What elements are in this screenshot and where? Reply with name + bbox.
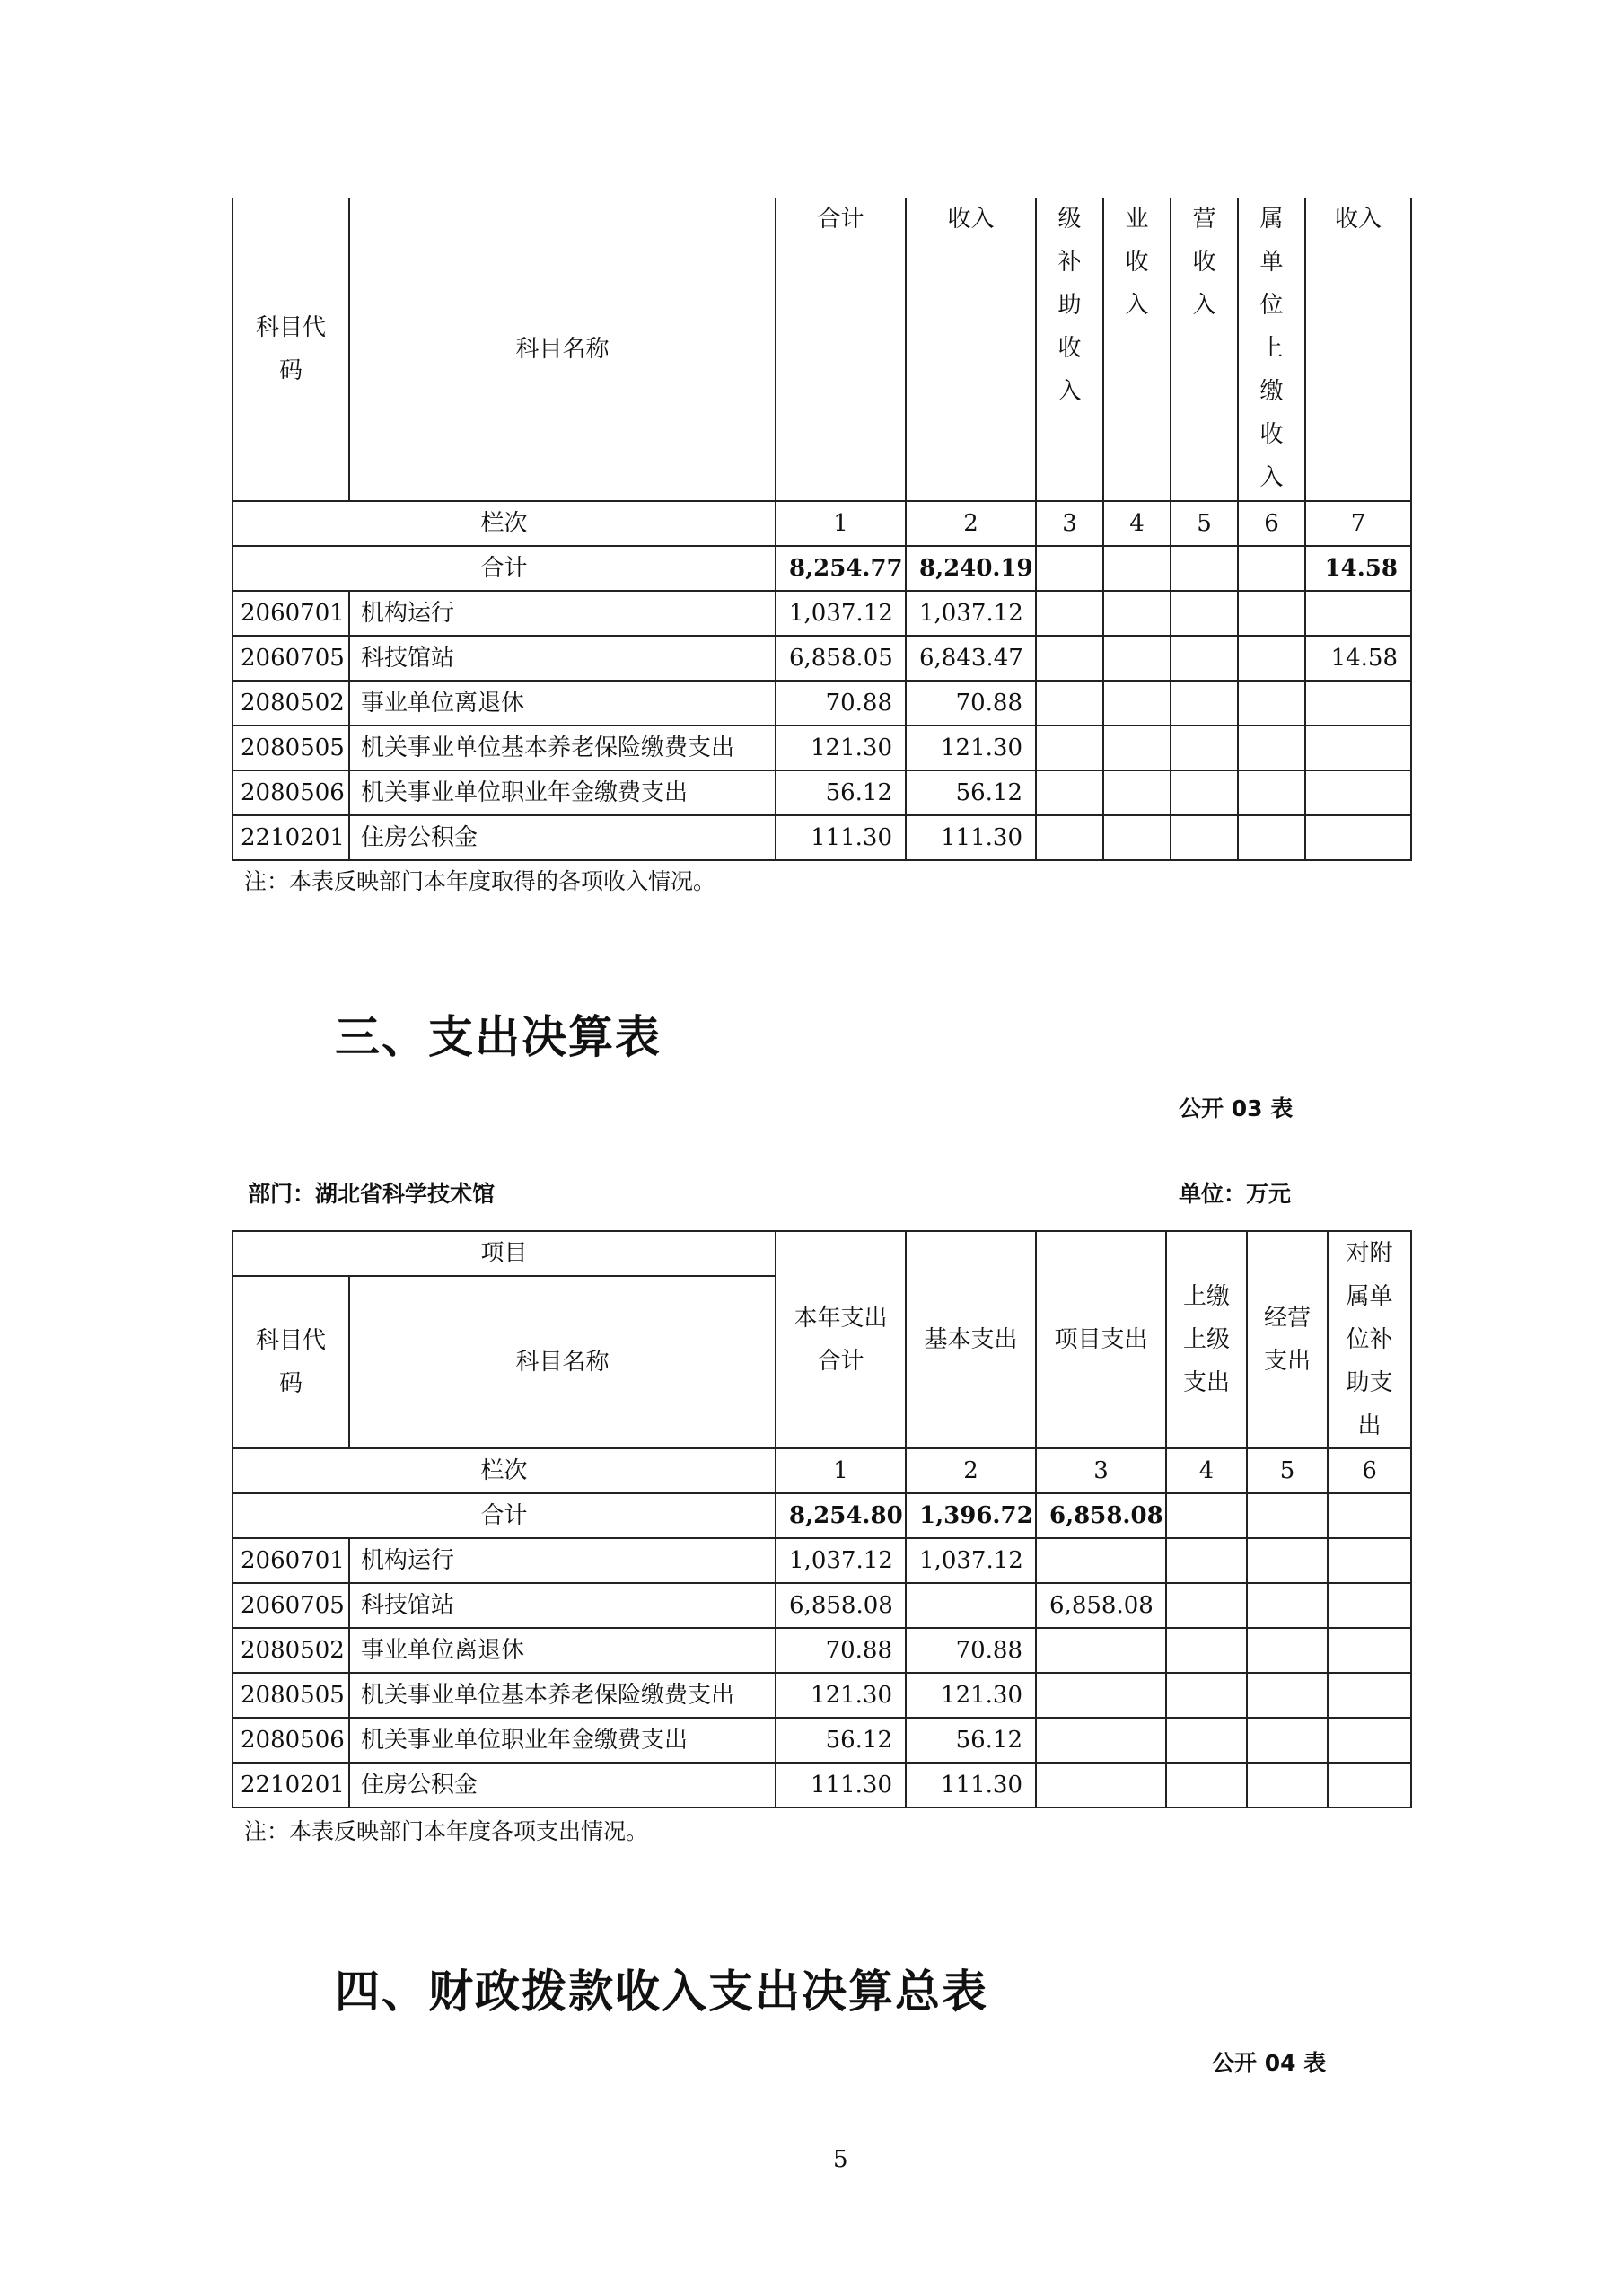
amount-cell (1247, 1718, 1328, 1763)
total-label: 合计 (232, 546, 776, 591)
amount-cell (1166, 1763, 1247, 1808)
total-cell: 6,858.08 (1036, 1493, 1166, 1538)
section4-heading: 四、财政拨款收入支出决算总表 (335, 1966, 988, 2018)
amount-cell: 6,858.08 (1036, 1583, 1166, 1628)
col2-header: 基本支出 (906, 1231, 1036, 1448)
amount-cell: 14.58 (1305, 636, 1411, 681)
amount-cell: 121.30 (906, 726, 1036, 770)
amount-cell (1328, 1718, 1411, 1763)
table-row (232, 1673, 1411, 1718)
col-index: 5 (1171, 501, 1238, 546)
page-number: 5 (833, 2146, 848, 2173)
total-cell: 8,240.19 (906, 546, 1036, 591)
amount-cell (1305, 591, 1411, 636)
amount-cell (1036, 1538, 1166, 1583)
section3-heading: 三、支出决算表 (335, 1011, 662, 1063)
subject-code: 2060701 (232, 591, 349, 636)
amount-cell (1103, 591, 1171, 636)
amount-cell (1166, 1583, 1247, 1628)
amount-cell (1036, 1718, 1166, 1763)
amount-cell: 6,858.05 (776, 636, 906, 681)
total-cell: 8,254.80 (776, 1493, 906, 1538)
form-number: 公开 04 表 (1212, 2050, 1327, 2076)
amount-cell (1238, 726, 1305, 770)
col-index: 1 (776, 501, 906, 546)
amount-cell: 56.12 (906, 1718, 1036, 1763)
amount-cell (1238, 815, 1305, 860)
amount-cell (1166, 1628, 1247, 1673)
table-row (232, 1538, 1411, 1583)
col4-header: 业 收 入 (1103, 198, 1171, 501)
amount-cell (1103, 636, 1171, 681)
subject-code: 2060701 (232, 1538, 349, 1583)
amount-cell (1036, 726, 1103, 770)
amount-cell (1238, 636, 1305, 681)
col-index-row (232, 1448, 1411, 1493)
expenditure-table (232, 1230, 1412, 1808)
subject-name: 事业单位离退休 (349, 681, 776, 726)
amount-cell (1036, 815, 1103, 860)
table-row (232, 1583, 1411, 1628)
col4-header: 上缴 上级 支出 (1166, 1231, 1247, 1448)
amount-cell: 111.30 (906, 815, 1036, 860)
col-index: 3 (1036, 1448, 1166, 1493)
amount-cell: 70.88 (906, 681, 1036, 726)
col5-header: 营 收 入 (1171, 198, 1238, 501)
amount-cell (1328, 1583, 1411, 1628)
col1-header: 本年支出 合计 (776, 1231, 906, 1448)
amount-cell (1247, 1628, 1328, 1673)
col-index: 7 (1305, 501, 1411, 546)
table-row (232, 1628, 1411, 1673)
amount-cell (1305, 815, 1411, 860)
amount-cell (1328, 1763, 1411, 1808)
total-cell (1166, 1493, 1247, 1538)
amount-cell (1305, 681, 1411, 726)
subject-name: 机关事业单位职业年金缴费支出 (349, 1718, 776, 1763)
subject-code: 2080505 (232, 1673, 349, 1718)
amount-cell: 6,843.47 (906, 636, 1036, 681)
amount-cell (1171, 681, 1238, 726)
amount-cell (1103, 726, 1171, 770)
subject-name: 住房公积金 (349, 1763, 776, 1808)
amount-cell: 6,858.08 (776, 1583, 906, 1628)
amount-cell: 111.30 (906, 1763, 1036, 1808)
name-header: 科目名称 (349, 1276, 776, 1448)
total-row (232, 1493, 1411, 1538)
col7-header: 收入 (1305, 198, 1411, 501)
col-index: 2 (906, 1448, 1036, 1493)
subject-name: 住房公积金 (349, 815, 776, 860)
amount-cell: 70.88 (776, 681, 906, 726)
amount-cell (1036, 770, 1103, 815)
total-cell: 8,254.77 (776, 546, 906, 591)
amount-cell (1171, 636, 1238, 681)
col3-header: 项目支出 (1036, 1231, 1166, 1448)
amount-cell (1247, 1763, 1328, 1808)
expenditure-table-note: 注：本表反映部门本年度各项支出情况。 (244, 1818, 649, 1844)
total-cell (1036, 546, 1103, 591)
subject-name: 机关事业单位基本养老保险缴费支出 (349, 1673, 776, 1718)
subject-name: 机构运行 (349, 591, 776, 636)
subject-code: 2080502 (232, 1628, 349, 1673)
amount-cell: 56.12 (776, 1718, 906, 1763)
total-cell (1171, 546, 1238, 591)
amount-cell (1238, 770, 1305, 815)
amount-cell: 1,037.12 (776, 1538, 906, 1583)
amount-cell: 1,037.12 (906, 591, 1036, 636)
amount-cell: 1,037.12 (776, 591, 906, 636)
total-cell (1238, 546, 1305, 591)
total-cell (1247, 1493, 1328, 1538)
subject-code: 2210201 (232, 1763, 349, 1808)
amount-cell (1171, 726, 1238, 770)
col1-header: 合计 (776, 198, 906, 501)
amount-cell: 56.12 (776, 770, 906, 815)
amount-cell (1305, 770, 1411, 815)
subject-name: 科技馆站 (349, 1583, 776, 1628)
project-header: 项目 (232, 1231, 776, 1276)
subject-code: 2080502 (232, 681, 349, 726)
table-row (232, 1718, 1411, 1763)
subject-name: 科技馆站 (349, 636, 776, 681)
amount-cell (1305, 726, 1411, 770)
table-row (232, 1763, 1411, 1808)
amount-cell (1036, 1673, 1166, 1718)
income-table-note: 注：本表反映部门本年度取得的各项收入情况。 (244, 868, 716, 894)
amount-cell (1171, 770, 1238, 815)
unit-label: 单位：万元 (1179, 1181, 1292, 1207)
table-row (232, 770, 1411, 815)
total-cell: 14.58 (1305, 546, 1411, 591)
col-index: 1 (776, 1448, 906, 1493)
total-label: 合计 (232, 1493, 776, 1538)
form-number: 公开 03 表 (1179, 1095, 1294, 1122)
amount-cell: 70.88 (776, 1628, 906, 1673)
table-row (232, 726, 1411, 770)
amount-cell (1036, 1763, 1166, 1808)
project-header-row (232, 1231, 1411, 1276)
col2-header: 收入 (906, 198, 1036, 501)
amount-cell: 111.30 (776, 1763, 906, 1808)
amount-cell (1036, 591, 1103, 636)
amount-cell: 121.30 (776, 1673, 906, 1718)
col-index: 6 (1328, 1448, 1411, 1493)
amount-cell: 121.30 (776, 726, 906, 770)
table-row (232, 815, 1411, 860)
subject-code: 2080506 (232, 1718, 349, 1763)
amount-cell (1036, 681, 1103, 726)
amount-cell (1166, 1538, 1247, 1583)
col6-header: 属 单 位 上 缴 收 入 (1238, 198, 1305, 501)
amount-cell (1247, 1673, 1328, 1718)
amount-cell (1328, 1538, 1411, 1583)
amount-cell: 70.88 (906, 1628, 1036, 1673)
amount-cell: 1,037.12 (906, 1538, 1036, 1583)
col-index-row (232, 501, 1411, 546)
amount-cell (1247, 1538, 1328, 1583)
subject-code: 2080505 (232, 726, 349, 770)
amount-cell (1171, 591, 1238, 636)
amount-cell (1328, 1628, 1411, 1673)
amount-cell (1103, 770, 1171, 815)
amount-cell (1247, 1583, 1328, 1628)
amount-cell (1238, 681, 1305, 726)
amount-cell (1036, 636, 1103, 681)
col-index-label: 栏次 (232, 501, 776, 546)
subject-code: 2060705 (232, 1583, 349, 1628)
subject-code: 2060705 (232, 636, 349, 681)
income-header-row (232, 198, 1411, 501)
col5-header: 经营 支出 (1247, 1231, 1328, 1448)
col-index: 6 (1238, 501, 1305, 546)
amount-cell (1103, 815, 1171, 860)
amount-cell (1103, 681, 1171, 726)
col6-header: 对附 属单 位补 助支 出 (1328, 1231, 1411, 1448)
col-index: 4 (1166, 1448, 1247, 1493)
col-index: 4 (1103, 501, 1171, 546)
amount-cell (906, 1583, 1036, 1628)
amount-cell (1036, 1628, 1166, 1673)
amount-cell (1166, 1718, 1247, 1763)
amount-cell: 111.30 (776, 815, 906, 860)
subject-name: 事业单位离退休 (349, 1628, 776, 1673)
amount-cell: 56.12 (906, 770, 1036, 815)
name-header: 科目名称 (349, 198, 776, 501)
subject-code: 2080506 (232, 770, 349, 815)
amount-cell (1238, 591, 1305, 636)
col-index: 3 (1036, 501, 1103, 546)
total-cell (1103, 546, 1171, 591)
subject-code: 2210201 (232, 815, 349, 860)
col-index: 2 (906, 501, 1036, 546)
subject-name: 机关事业单位基本养老保险缴费支出 (349, 726, 776, 770)
code-header: 科目代 码 (232, 1276, 349, 1448)
subject-name: 机关事业单位职业年金缴费支出 (349, 770, 776, 815)
total-cell: 1,396.72 (906, 1493, 1036, 1538)
total-row (232, 546, 1411, 591)
col-index: 5 (1247, 1448, 1328, 1493)
table-row (232, 681, 1411, 726)
table-row (232, 636, 1411, 681)
department-label: 部门：湖北省科学技术馆 (248, 1181, 496, 1207)
col-index-label: 栏次 (232, 1448, 776, 1493)
code-header: 科目代 码 (232, 198, 349, 501)
total-cell (1328, 1493, 1411, 1538)
amount-cell (1171, 815, 1238, 860)
col3-header: 级 补 助 收 入 (1036, 198, 1103, 501)
amount-cell (1166, 1673, 1247, 1718)
income-table (232, 198, 1412, 861)
table-row (232, 591, 1411, 636)
amount-cell: 121.30 (906, 1673, 1036, 1718)
subject-name: 机构运行 (349, 1538, 776, 1583)
amount-cell (1328, 1673, 1411, 1718)
